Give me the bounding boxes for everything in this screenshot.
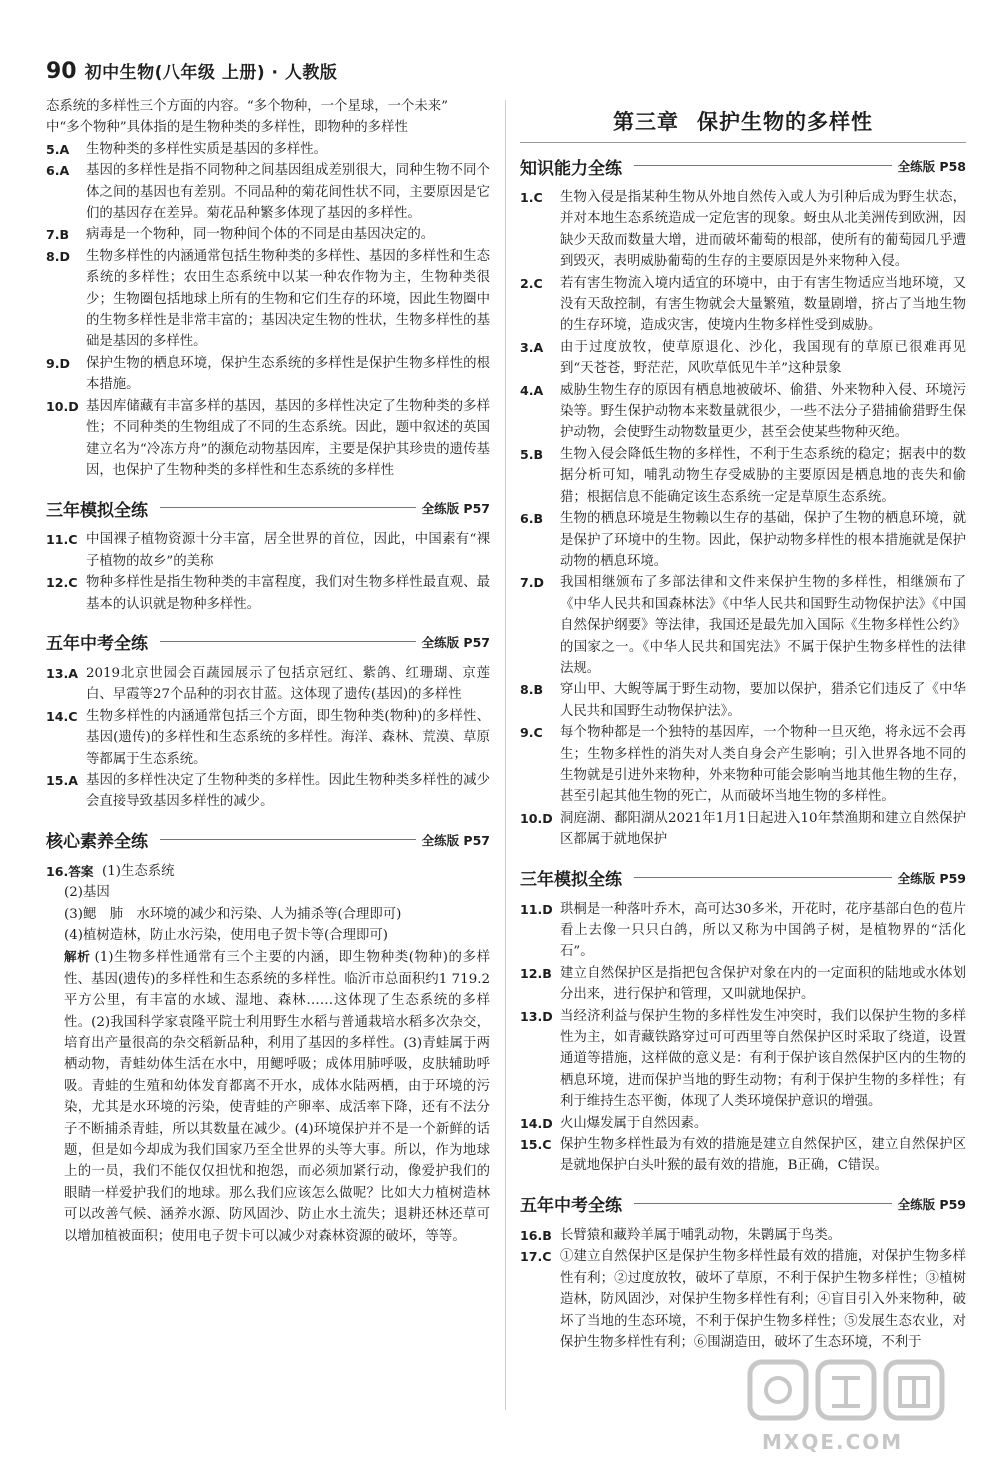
question-16 — [46, 861, 490, 1247]
intro-line: 态系统的多样性三个方面的内容。“多个物种，一个星球，一个未来” — [46, 99, 449, 114]
answer-item — [46, 353, 490, 396]
question-number: 12.C — [46, 575, 78, 591]
answer-item — [46, 770, 490, 813]
section-rule — [634, 877, 892, 879]
answer-text: 我国相继颁布了多部法律和文件来保护生物的多样性，相继颁布了《中华人民共和国森林法》《中华人民共和国野生动物保护法》《中国自然保护纲要》等法律，我国还是最先加入国际《生物多样性公约》的国家之一。《中华人民共和国宪法》不属于保护生物多样性的法律法规。 — [560, 575, 966, 676]
question-number: 12.B — [520, 965, 552, 981]
section-title: 五年中考全练 — [520, 1196, 622, 1217]
answer-list — [46, 529, 490, 615]
answer-item — [520, 679, 966, 722]
section-header — [46, 629, 490, 655]
answer-item — [46, 139, 490, 160]
answer-text: 物种多样性是指生物种类的丰富程度，我们对生物多样性最直观、最基本的认识就是物种多样性。 — [86, 575, 490, 612]
answer-text: 珙桐是一种落叶乔木，高可达30多米，开花时，花序基部白色的苞片看上去像一只只白鸽，所以又称为中国鸽子树，是植物界的“活化石”。 — [560, 901, 966, 960]
question-number: 6.A — [46, 163, 70, 179]
chapter-name: 保护生物的多样性 — [697, 110, 873, 134]
section-rule — [160, 507, 416, 509]
answer-text: 生物入侵是指某种生物从外地自然传入或人为引种后成为野生状态，并对本地生态系统造成一定危害的现象。蚜虫从北美洲传到欧洲，因缺少天敌而数量大增，进而破坏葡萄的根部，使所有的葡萄园几乎遭到毁灭，表明威胁葡萄的生存的主要原因是外来物种入侵。 — [560, 190, 966, 270]
answer-item — [520, 1225, 966, 1246]
watermark-text: MXQE.COM — [762, 1430, 904, 1454]
section-header — [520, 865, 966, 891]
question-number: 13.A — [46, 665, 79, 681]
section-title: 知识能力全练 — [520, 158, 622, 179]
section-ref: 全练版 P57 — [421, 634, 490, 650]
column-divider — [505, 100, 506, 1410]
answer-text: (1)生态系统 — [102, 863, 175, 879]
question-number: 8.B — [520, 682, 544, 698]
answer-item — [520, 508, 966, 572]
answer-text: 建立自然保护区是指把包含保护对象在内的一定面积的陆地或水体划分出来，进行保护和管理，又叫就地保护。 — [560, 965, 966, 1003]
section-header — [46, 827, 490, 853]
chapter-title — [520, 106, 966, 136]
question-number: 15.A — [46, 772, 79, 788]
answer-item — [520, 273, 966, 337]
book-title: 初中生物(八年级 上册) · 人教版 — [84, 63, 338, 83]
section-ref: 全练版 P58 — [897, 159, 966, 174]
answer-text: 病毒是一个物种，同一物种间个体的不同是由基因决定的。 — [86, 227, 435, 243]
answer-list — [520, 1225, 966, 1353]
answer-text: 若有害生物流入境内适宜的环境中，由于有害生物适应当地环境，又没有天敌控制，有害生物就会大量繁殖，数量剧增，挤占了当地生物的生存环境，造成灾害，使境内生物多样性受到威胁。 — [560, 275, 966, 334]
answer-item — [46, 246, 490, 353]
question-number: 6.B — [520, 511, 544, 527]
question-number: 13.D — [520, 1008, 553, 1024]
answer-item — [520, 1134, 966, 1177]
answer-text: 由于过度放牧，使草原退化、沙化，我国现有的草原已很难再见到“天苍苍，野茫茫，风吹草低见牛羊”这种景象 — [560, 339, 966, 377]
section-title: 核心素养全练 — [46, 832, 148, 853]
question-number: 14.D — [520, 1115, 553, 1131]
answer-text: 基因的多样性决定了生物种类的多样性。因此生物种类多样性的减少会直接导致基因多样性的减少。 — [86, 772, 490, 810]
answer-text: 威胁生物生存的原因有栖息地被破坏、偷猎、外来物种入侵、环境污染等。野生保护动物本来数量就很少，一些不法分子猎捕偷猎野生保护动物，会使野生动物数量更少，甚至会使某些物种灭绝。 — [560, 382, 966, 441]
answer-text: 当经济利益与保护生物的多样性发生冲突时，我们以保护生物的多样性为主，如青藏铁路穿过可可西里等自然保护区时采取了绕道，设置通道等措施，这样做的意义是：有利于保护该自然保护区内的生物的栖息环境，进而保护当地的野生动物；有利于保护生物的多样性；有利于维持生态平衡，体现了人类环境保护意识的增强。 — [560, 1008, 966, 1110]
watermark-logo — [732, 1356, 972, 1460]
answer-text: 火山爆发属于自然因素。 — [560, 1115, 708, 1131]
answer-text: 生物种类的多样性实质是基因的多样性。 — [86, 141, 328, 157]
section-rule — [160, 641, 416, 643]
right-column — [520, 96, 966, 1353]
question-number: 11.D — [520, 901, 553, 917]
question-number: 11.C — [46, 532, 78, 548]
answer-text: 长臂猿和藏羚羊属于哺乳动物，朱鹮属于鸟类。 — [560, 1227, 842, 1243]
answer-text: 2019北京世园会百蔬园展示了包括京冠红、紫鸽、红珊瑚、京莲白、早霞等27个品种的羽衣甘蓝。这体现了遗传(基因)的多样性 — [86, 665, 490, 703]
question-number: 15.C — [520, 1137, 552, 1153]
section-title: 五年中考全练 — [46, 634, 148, 655]
question-number: 5.B — [520, 446, 544, 462]
watermark-emblem-icon — [732, 1356, 972, 1460]
page-number: 90 — [46, 59, 77, 84]
question-number: 17.C — [520, 1249, 552, 1265]
question-number: 9.D — [46, 355, 71, 371]
section-ref: 全练版 P57 — [421, 832, 490, 848]
section-title: 三年模拟全练 — [46, 500, 148, 521]
answer-item — [520, 187, 966, 273]
answer-text: 基因库储藏有丰富多样的基因，基因的多样性决定了生物种类的多样性；不同种类的生物组成了不同的生态系统。因此，题中叙述的英国建立名为“冷冻方舟”的濒危动物基因库，主要是保护其珍贵的遗传基因，也保护了生物种类的多样性和生态系统的多样性 — [86, 398, 490, 478]
answer-text: 生物入侵会降低生物的多样性，不利于生态系统的稳定；据表中的数据分析可知，哺乳动物生存受威胁的主要原因是栖息地的丧失和偷猎；根据信息不能确定该生态系统一定是草原生态系统。 — [560, 446, 966, 505]
answer-item — [46, 572, 490, 615]
question-number: 16.答案 — [46, 863, 94, 879]
question-number: 10.D — [46, 398, 79, 414]
answer-text: 生物多样性的内涵通常包括三个方面，即生物种类(物种)的多样性、基因(遗传)的多样性和生态系统的多样性。海洋、森林、荒漠、草原等都属于生态系统。 — [86, 708, 490, 767]
question-number: 2.C — [520, 275, 543, 291]
question-number: 5.A — [46, 141, 70, 157]
answer-list — [46, 663, 490, 813]
question-number: 8.D — [46, 248, 71, 264]
analysis-text: (1)生物多样性通常有三个主要的内涵，即生物种类(物种)的多样性、基因(遗传)的多样性和生态系统的多样性。临沂市总面积约1 719.2平方公里，有丰富的水域、湿地、森林……这体现了生态系统的多样性。(2)我国科学家袁隆平院士利用野生水稻与普通栽培水稻多次杂交，培育出产量很高的杂交稻新品种，利用了基因的多样性。(3)青蛙属于两栖动物，青蛙幼体生活在水中，用鳃呼吸；成体用肺呼吸，皮肤辅助呼吸。青蛙的生殖和幼体发育都离不开水，成体水陆两栖，由于环境的污染，尤其是水环境的污染，使青蛙的产卵率、成活率下降，还有不法分子不断捕杀青蛙，所以其数量在减少。(4)环境保护并不是一个新鲜的话题，但是如今却成为我们国家乃至全世界的头等大事。所以，作为地球上的一员，我们不能仅仅担忧和抱怨，而必须加紧行动，像爱护我们的眼睛一样爱护我们的地球。那么我们应该怎么做呢？比如大力植树造林可以改善气候、涵养水源、防风固沙、防止水土流失；退耕还林还草可以增加植被面积；使用电子贺卡可以减少对森林资源的破坏，等等。 — [64, 950, 491, 1244]
section-ref: 全练版 P57 — [421, 501, 490, 517]
question-number: 10.D — [520, 810, 553, 826]
answer-item — [46, 663, 490, 706]
answer-text: 保护生物多样性最为有效的措施是建立自然保护区，建立自然保护区是就地保护白头叶猴的最有效的措施，B正确，C错误。 — [560, 1137, 966, 1174]
answer-list — [520, 187, 966, 851]
section-title: 三年模拟全练 — [520, 870, 622, 891]
answer-item — [46, 529, 490, 572]
question-number: 3.A — [520, 339, 544, 355]
intro-line: 中“多个物种”具体指的是生物种类的多样性，即物种的多样性 — [46, 120, 408, 136]
answer-item — [520, 899, 966, 963]
section-rule — [160, 839, 416, 841]
question-number: 7.B — [46, 227, 70, 243]
answer-item — [520, 808, 966, 851]
answer-list — [520, 899, 966, 1177]
section-ref: 全练版 P59 — [897, 1196, 966, 1212]
chapter-rule — [520, 142, 966, 143]
section-ref: 全练版 P59 — [897, 870, 966, 886]
answer-item — [46, 861, 490, 882]
answer-item — [46, 396, 490, 482]
answer-text: 基因的多样性是指不同物种之间基因组成差别很大，同种生物不同个体之间的基因也有差别。不同品种的菊花间性状不同，主要原因是它们的基因存在差异。菊花品种繁多体现了基因的多样性。 — [86, 163, 490, 222]
answer-line: (2)基因 — [64, 885, 110, 901]
section-header — [520, 153, 966, 179]
answer-item — [520, 572, 966, 679]
answer-item — [46, 224, 490, 245]
answer-item — [46, 706, 490, 770]
question-number: 14.C — [46, 708, 78, 724]
answer-list — [46, 139, 490, 482]
answer-item — [520, 722, 966, 808]
answer-text: ①建立自然保护区是保护生物多样性最有效的措施，对保护生物多样性有利；②过度放牧，破坏了草原，不利于保护生物多样性；③植树造林，防风固沙，对保护生物多样性有利；④盲目引入外来物种，破坏了当地的生态环境，不利于保护生物多样性；⑤发展生态农业，对保护生物多样性有利；⑥围湖造田，破坏了生态环境，不利于 — [560, 1249, 966, 1350]
answer-item — [520, 1246, 966, 1353]
answer-item — [520, 380, 966, 444]
question-number: 4.A — [520, 382, 544, 398]
answer-text: 生物的栖息环境是生物赖以生存的基础，保护了生物的栖息环境，就是保护了环境中的生物。因此，保护动物多样性的根本措施就是保护动物的栖息环境。 — [560, 511, 966, 569]
analysis-label: 解析 — [64, 949, 91, 965]
section-rule — [634, 165, 892, 167]
analysis — [46, 946, 490, 1247]
question-number: 16.B — [520, 1227, 552, 1243]
answer-line: (4)植树造林，防止水污染，使用电子贺卡等(合理即可) — [64, 928, 389, 943]
chapter-label: 第三章 — [613, 110, 679, 134]
question-number: 7.D — [520, 575, 545, 591]
answer-text: 中国裸子植物资源十分丰富，居全世界的首位，因此，中国素有“裸子植物的故乡”的美称 — [86, 532, 490, 569]
answer-text: 每个物种都是一个独特的基因库，一个物种一旦灭绝，将永远不会再生；生物多样性的消失对人类自身会产生影响；引入世界各地不同的生物就是引进外来物种，外来物种可能会影响当地其他生物的生存，甚至引起其他生物的死亡，从而破坏当地生物的多样性。 — [560, 725, 966, 805]
section-rule — [634, 1203, 892, 1205]
answer-text: 保护生物的栖息环境，保护生态系统的多样性是保护生物多样性的根本措施。 — [86, 355, 490, 393]
intro-text — [46, 96, 490, 139]
answer-item — [520, 963, 966, 1006]
page-header — [46, 58, 946, 94]
answer-item — [520, 444, 966, 508]
answer-item — [520, 337, 966, 380]
answer-item — [46, 160, 490, 224]
answer-text: 生物多样性的内涵通常包括生物种类的多样性、基因的多样性和生态系统的多样性；农田生态系统中以某一种农作物为主，生物种类很少；生物圈包括地球上所有的生物和它们生存的环境，因此生物圈中的生物多样性是非常丰富的；基因决定生物的性状，生物多样性的基础是基因的多样性。 — [86, 248, 490, 350]
section-header — [46, 495, 490, 521]
question-number: 9.C — [520, 725, 543, 741]
answer-text: 洞庭湖、鄱阳湖从2021年1月1日起进入10年禁渔期和建立自然保护区都属于就地保护 — [560, 810, 966, 848]
question-number: 1.C — [520, 190, 543, 205]
section-header — [520, 1191, 966, 1217]
left-column — [46, 96, 490, 1247]
answer-item — [520, 1113, 966, 1134]
answer-item — [520, 1006, 966, 1113]
answer-line: (3)鳃 肺 水环境的减少和污染、人为捕杀等(合理即可) — [64, 906, 402, 922]
answer-text: 穿山甲、大鲵等属于野生动物，要加以保护，猎杀它们违反了《中华人民共和国野生动物保护法》。 — [560, 682, 966, 719]
